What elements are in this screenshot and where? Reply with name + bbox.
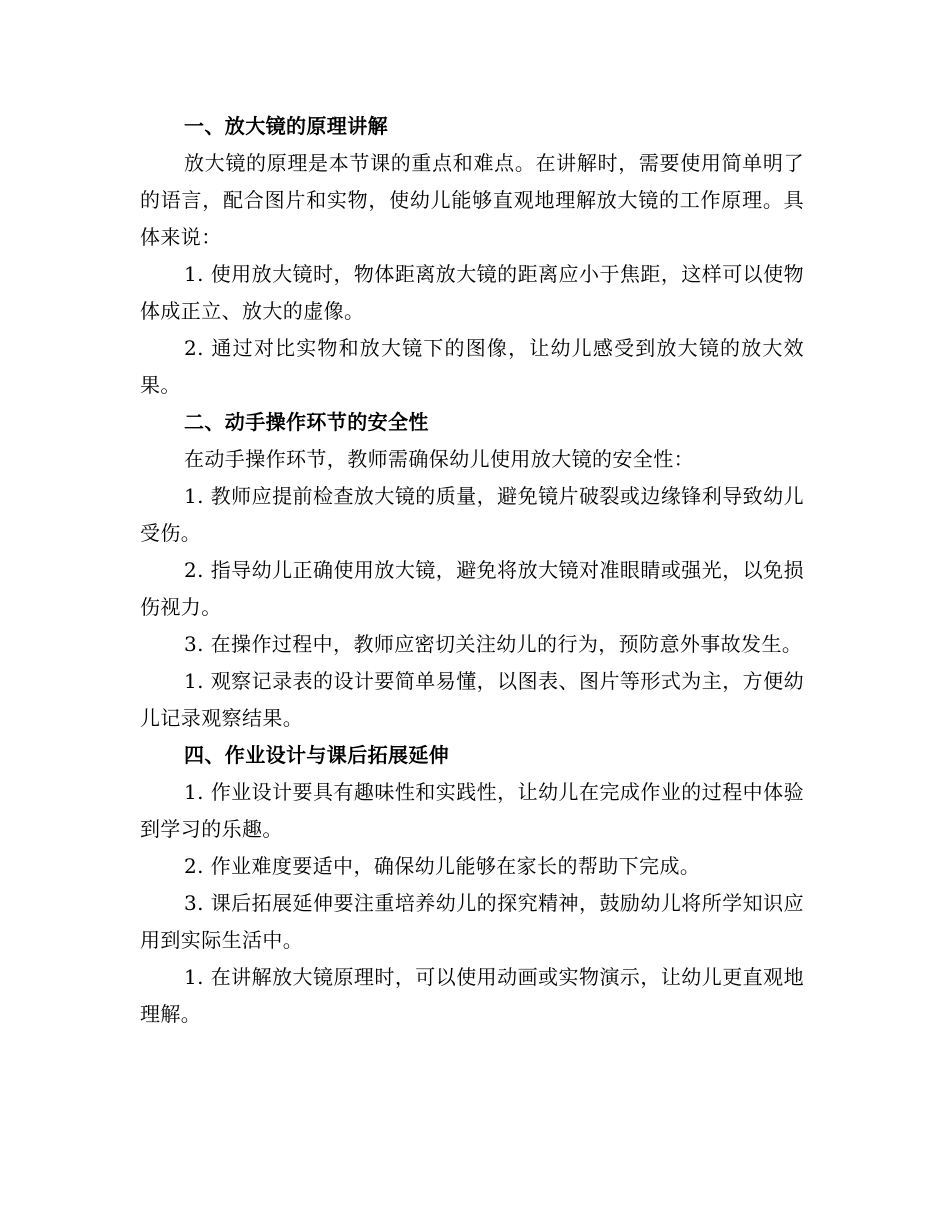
document-page [140,108,804,1033]
paragraph: 2. 通过对比实物和放大镜下的图像，让幼儿感受到放大镜的放大效果。 [140,336,804,397]
paragraph: 3. 课后拓展延伸要注重培养幼儿的探究精神，鼓励幼儿将所学知识应用到实际生活中。 [140,891,804,952]
paragraph: 2. 作业难度要适中，确保幼儿能够在家长的帮助下完成。 [184,854,701,878]
paragraph: 1. 使用放大镜时，物体距离放大镜的距离应小于焦距，这样可以使物体成正立、放大的虚像。 [140,262,804,323]
paragraph: 3. 在操作过程中，教师应密切关注幼儿的行为，预防意外事故发生。 [184,632,803,656]
section-heading-safety: 二、动手操作环节的安全性 [184,410,429,434]
paragraph: 放大镜的原理是本节课的重点和难点。在讲解时，需要使用简单明了的语言，配合图片和实物，使幼儿能够直观地理解放大镜的工作原理。具体来说： [140,151,804,249]
paragraph: 1. 教师应提前检查放大镜的质量，避免镜片破裂或边缘锋利导致幼儿受伤。 [140,484,804,545]
paragraph: 1. 观察记录表的设计要简单易懂，以图表、图片等形式为主，方便幼儿记录观察结果。 [140,669,804,730]
section-heading-homework: 四、作业设计与课后拓展延伸 [184,743,450,767]
paragraph: 2. 指导幼儿正确使用放大镜，避免将放大镜对准眼睛或强光，以免损伤视力。 [140,558,804,619]
paragraph: 1. 作业设计要具有趣味性和实践性，让幼儿在完成作业的过程中体验到学习的乐趣。 [140,780,804,841]
paragraph: 1. 在讲解放大镜原理时，可以使用动画或实物演示，让幼儿更直观地理解。 [140,965,804,1026]
paragraph: 在动手操作环节，教师需确保幼儿使用放大镜的安全性： [184,447,694,471]
section-heading-principle: 一、放大镜的原理讲解 [184,114,388,138]
